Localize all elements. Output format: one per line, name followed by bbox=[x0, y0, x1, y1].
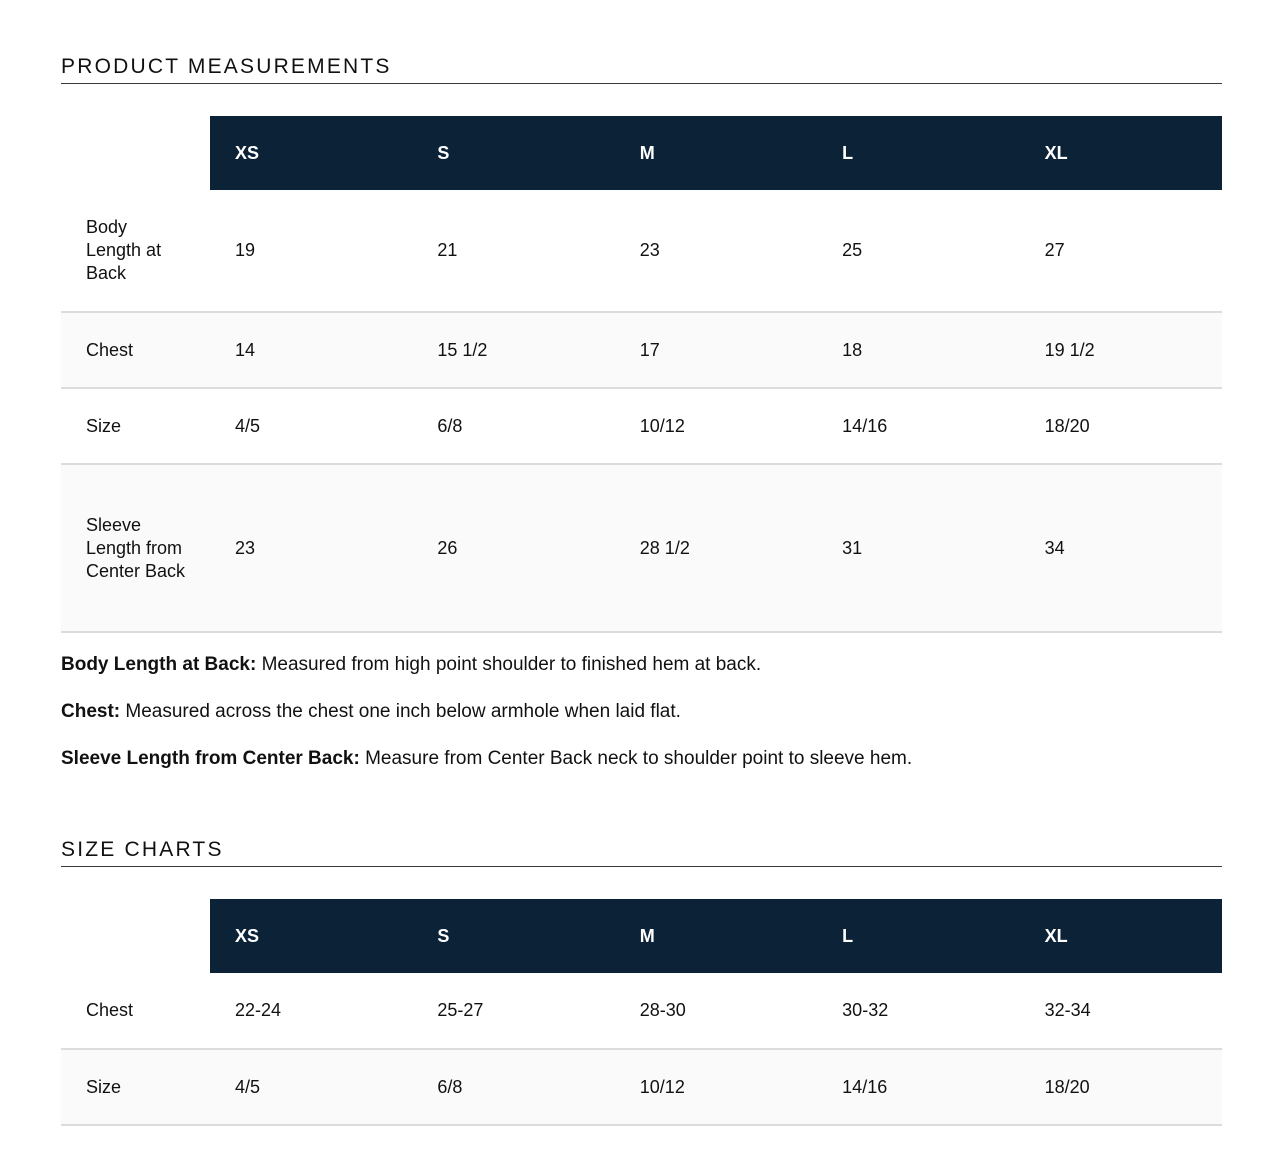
row-label: Size bbox=[61, 388, 210, 464]
table-cell: 21 bbox=[412, 190, 614, 312]
note-sleeve-length bbox=[61, 748, 1222, 795]
note-term: Body Length at Back: bbox=[61, 654, 257, 675]
table-cell: 34 bbox=[1020, 464, 1222, 632]
table-row bbox=[61, 388, 1222, 464]
table-header-row bbox=[61, 116, 1222, 190]
row-label: Sleeve Length from Center Back bbox=[61, 464, 210, 632]
note-text: Measured from high point shoulder to finished hem at back. bbox=[256, 654, 762, 675]
note-text: Measure from Center Back neck to shoulder point to sleeve hem. bbox=[359, 748, 913, 769]
table-cell: 18/20 bbox=[1020, 388, 1222, 464]
table-cell: 23 bbox=[210, 464, 412, 632]
product-measurements-table bbox=[61, 116, 1222, 633]
table-cell: 14/16 bbox=[817, 1049, 1019, 1125]
size-charts-section bbox=[61, 835, 1222, 1126]
row-label: Size bbox=[61, 1049, 210, 1125]
header-s: S bbox=[412, 899, 614, 973]
table-row bbox=[61, 312, 1222, 388]
header-l: L bbox=[817, 899, 1019, 973]
note-body-length bbox=[61, 654, 1222, 701]
table-cell: 10/12 bbox=[615, 1049, 817, 1125]
table-cell: 28-30 bbox=[615, 973, 817, 1049]
size-charts-table bbox=[61, 899, 1222, 1126]
table-cell: 4/5 bbox=[210, 388, 412, 464]
table-cell: 31 bbox=[817, 464, 1019, 632]
table-cell: 14 bbox=[210, 312, 412, 388]
header-s: S bbox=[412, 116, 614, 190]
table-cell: 18/20 bbox=[1020, 1049, 1222, 1125]
table-header-row bbox=[61, 899, 1222, 973]
table-cell: 6/8 bbox=[412, 388, 614, 464]
table-cell: 18 bbox=[817, 312, 1019, 388]
table-cell: 14/16 bbox=[817, 388, 1019, 464]
table-cell: 19 1/2 bbox=[1020, 312, 1222, 388]
table-cell: 30-32 bbox=[817, 973, 1019, 1049]
row-label: Chest bbox=[61, 973, 210, 1049]
header-xs: XS bbox=[210, 116, 412, 190]
table-cell: 19 bbox=[210, 190, 412, 312]
table-cell: 28 1/2 bbox=[615, 464, 817, 632]
header-m: M bbox=[615, 899, 817, 973]
note-chest bbox=[61, 701, 1222, 748]
header-xs: XS bbox=[210, 899, 412, 973]
header-corner bbox=[61, 116, 210, 190]
table-cell: 26 bbox=[412, 464, 614, 632]
header-corner bbox=[61, 899, 210, 973]
table-cell: 4/5 bbox=[210, 1049, 412, 1125]
table-cell: 23 bbox=[615, 190, 817, 312]
product-measurements-title: PRODUCT MEASUREMENTS bbox=[61, 52, 1222, 84]
table-row bbox=[61, 464, 1222, 632]
header-xl: XL bbox=[1020, 116, 1222, 190]
note-term: Chest: bbox=[61, 701, 121, 722]
product-measurements-section bbox=[61, 52, 1222, 633]
header-l: L bbox=[817, 116, 1019, 190]
table-cell: 22-24 bbox=[210, 973, 412, 1049]
table-row bbox=[61, 973, 1222, 1049]
table-cell: 32-34 bbox=[1020, 973, 1222, 1049]
table-cell: 25-27 bbox=[412, 973, 614, 1049]
row-label: Chest bbox=[61, 312, 210, 388]
row-label: Body Length at Back bbox=[61, 190, 210, 312]
measurement-notes bbox=[61, 654, 1222, 795]
table-row bbox=[61, 190, 1222, 312]
table-cell: 10/12 bbox=[615, 388, 817, 464]
table-row bbox=[61, 1049, 1222, 1125]
note-text: Measured across the chest one inch below armhole when laid flat. bbox=[120, 701, 681, 722]
table-cell: 27 bbox=[1020, 190, 1222, 312]
size-charts-title: SIZE CHARTS bbox=[61, 835, 1222, 867]
note-term: Sleeve Length from Center Back: bbox=[61, 748, 360, 769]
table-cell: 25 bbox=[817, 190, 1019, 312]
table-cell: 15 1/2 bbox=[412, 312, 614, 388]
header-xl: XL bbox=[1020, 899, 1222, 973]
table-cell: 6/8 bbox=[412, 1049, 614, 1125]
header-m: M bbox=[615, 116, 817, 190]
table-cell: 17 bbox=[615, 312, 817, 388]
